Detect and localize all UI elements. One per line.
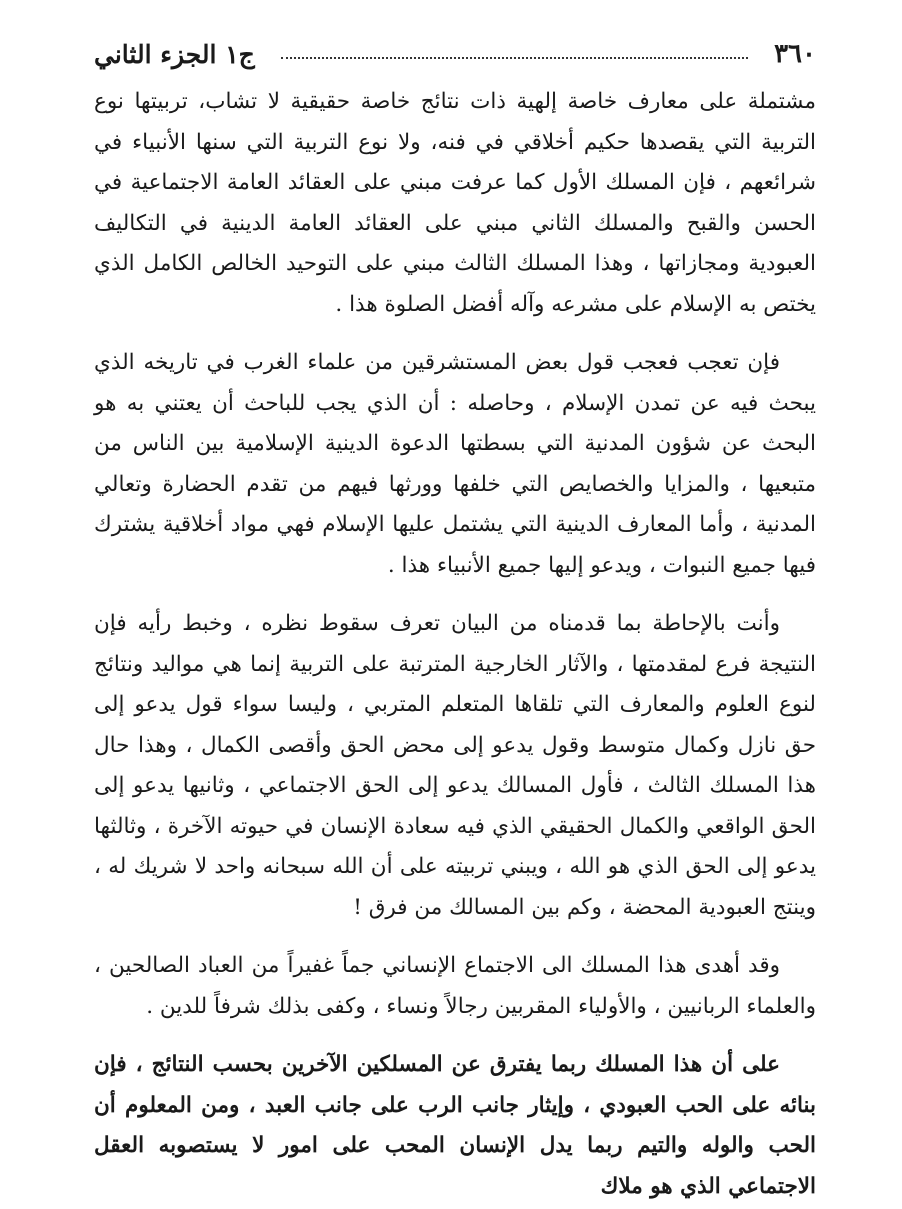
paragraph-4: وقد أهدى هذا المسلك الى الاجتماع الإنساني جماً غفيراً من العباد الصالحين ، والعلماء الربانيين ، والأولياء المقربين رجالاً ونساء ، وكفى بذلك شرفاً للدين . (94, 953, 816, 1019)
running-title: ج١ الجزء الثاني (94, 39, 255, 69)
page-number: ٣٦٠ (774, 39, 816, 69)
paragraph-2: فإن تعجب فعجب قول بعض المستشرقين من علماء الغرب في تاريخه الذي يبحث فيه عن تمدن الإسلام ، وحاصله : أن الذي يجب للباحث أن يعتني به هو البحث عن شؤون المدنية التي بسطتها الدعوة الدينية الإسلامية بين الناس من متبعيها ، والمزايا والخصايص التي خلفها وورثها فيهم من تقدم الحضارة وتعالي المدنية ، وأما المعارف الدينية التي يشتمل عليها الإسلام فهي مواد أخلاقية يشترك فيها جميع النبوات ، ويدعو إليها جميع الأنبياء هذا . (94, 350, 816, 578)
paragraph-5: على أن هذا المسلك ربما يفترق عن المسلكين الآخرين بحسب النتائج ، فإن بنائه على الحب العبودي ، وإيثار جانب الرب على جانب العبد ، ومن المعلوم أن الحب والوله والتيم ربما يدل الإنسان المحب على امور لا يستصوبه العقل الاجتماعي الذي هو ملاك (94, 1052, 816, 1199)
header-dotted-rule (281, 57, 748, 59)
paragraph-3: وأنت بالإحاطة بما قدمناه من البيان تعرف سقوط نظره ، وخبط رأيه فإن النتيجة فرع لمقدمتها ، والآثار الخارجية المترتبة على التربية إنما هي مواليد ونتائج لنوع العلوم والمعارف التي تلقاها المتعلم المتربي ، وليسا سواء قول يدعو إلى حق نازل وكمال متوسط وقول يدعو إلى محض الحق وأقصى الكمال ، وهذا حال هذا المسلك الثالث ، فأول المسالك يدعو إلى الحق الاجتماعي ، وثانيها يدعو إلى الحق الواقعي والكمال الحقيقي الذي فيه سعادة الإنسان في حيوته الآخرة ، وثالثها يدعو إلى الحق الذي هو الله ، ويبني تربيته على أن الله سبحانه واحد لا شريك له ، وينتج العبودية المحضة ، وكم بين المسالك من فرق ! (94, 611, 816, 920)
page-header (94, 34, 816, 74)
body-text (94, 82, 816, 1207)
paragraph-1: مشتملة على معارف خاصة إلهية ذات نتائج خاصة حقيقية لا تشاب، تربيتها نوع التربية التي يقصدها حكيم أخلاقي في فنه، ولا نوع التربية التي سنها الأنبياء في شرائعهم ، فإن المسلك الأول كما عرفت مبني على العقائد العامة الاجتماعية في الحسن والقبح والمسلك الثاني مبني على العقائد العامة الدينية في التكاليف العبودية ومجازاتها ، وهذا المسلك الثالث مبني على التوحيد الخالص الكامل الذي يختص به الإسلام على مشرعه وآله أفضل الصلوة هذا . (94, 89, 816, 317)
